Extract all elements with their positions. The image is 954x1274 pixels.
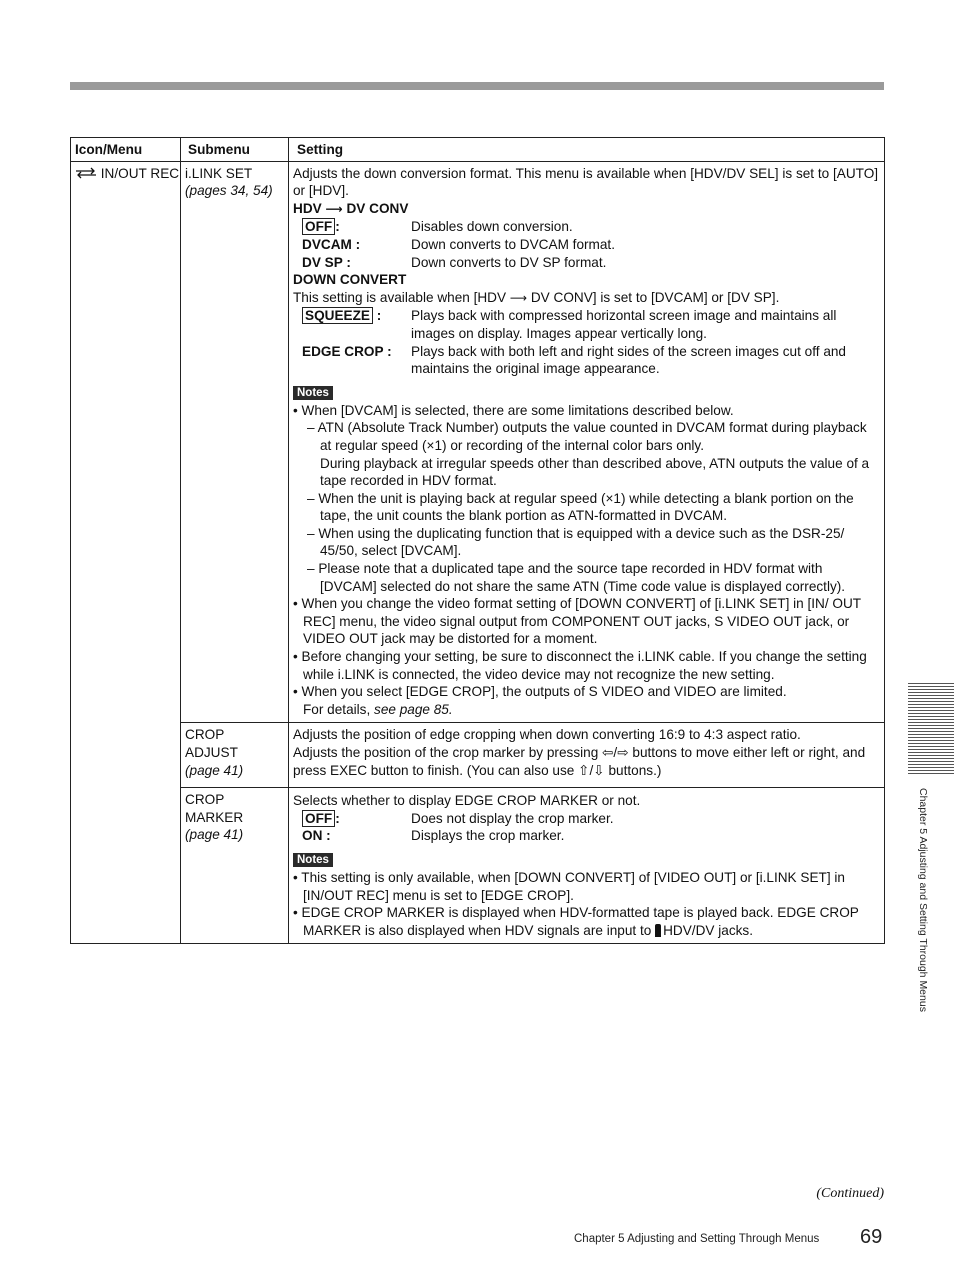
setting-line: Adjusts the position of edge cropping when down converting 16:9 to 4:3 aspect ratio. (293, 727, 801, 743)
note-text: Please note that a duplicated tape and the source tape recorded in HDV format with [DVCAM] selected do not share the same ATN (Time code value is displayed correctly). (318, 561, 846, 594)
submenu-title: CROP (185, 792, 225, 808)
note-text: This setting is only available, when [DOWN CONVERT] of [VIDEO OUT] or [i.LINK SET] in [IN/OUT REC] menu is set to [EDGE CROP]. (301, 869, 845, 903)
setting-intro: Selects whether to display EDGE CROP MARKER or not. (293, 793, 641, 809)
note-dash-item: – Please note that a duplicated tape and the source tape recorded in HDV format with [DVCAM] selected do not share the same ATN (Time code value is displayed correctly). (307, 561, 846, 594)
submenu-page-ref: (pages 34, 54) (185, 183, 273, 199)
note-text: When [DVCAM] is selected, there are some limitations described below. (301, 402, 734, 418)
option-row (302, 218, 880, 236)
note-detail (293, 701, 880, 719)
option-value: Plays back with compressed horizontal screen image and maintains all images on display. Images appear vertically long. (411, 308, 837, 341)
notes-label: Notes (293, 853, 333, 867)
right-arrow-icon: ⟶ (325, 201, 343, 216)
sidebar-chapter-text: Chapter 5 Adjusting and Setting Through Menus (917, 788, 929, 1012)
notes-label: Notes (293, 386, 333, 400)
text-part: Adjusts the position of the crop marker by pressing (293, 745, 599, 760)
note-dash-item: – When using the duplicating function that is equipped with a device such as the DSR-25/ 45/50, select [DVCAM]. (307, 525, 845, 559)
note-text: Before changing your setting, be sure to disconnect the i.LINK cable. If you change the setting while i.LINK is connected, the video device may not recognize the new setting. (301, 649, 867, 682)
text-part: For details, (303, 701, 371, 717)
option-value: Displays the crop marker. (411, 828, 565, 844)
note-item: • When you change the video format setting of [DOWN CONVERT] of [i.LINK SET] in [IN/ OUT REC] menu, the video signal output from COMPONENT OUT jacks, S VIDEO OUT jack, or VIDEO OUT jack may be distorted for a moment. (293, 596, 861, 647)
note-item: • When you select [EDGE CROP], the outputs of S VIDEO and VIDEO are limited. (293, 684, 787, 700)
option-row (302, 343, 880, 378)
note-text: ATN (Absolute Track Number) outputs the value counted in DVCAM format during playback at regular speed (×1) or recording of the internal color bars only. (317, 420, 867, 453)
hdv-dv-conv-heading (293, 200, 880, 219)
submenu-page-ref: (page 41) (185, 762, 244, 778)
default-option-box: SQUEEZE (302, 307, 373, 324)
page-reference-link[interactable]: see page 85. (374, 701, 453, 717)
continued-label: (Continued) (816, 1186, 884, 1201)
note-text: When you change the video format setting of [DOWN CONVERT] of [i.LINK SET] in [IN/ OUT REC] menu, the video signal output from COMPONENT OUT jacks, S VIDEO OUT jack, or VIDEO OUT jack may be distorted for a moment. (301, 596, 861, 647)
note-text: When you select [EDGE CROP], the outputs of S VIDEO and VIDEO are limited. (301, 684, 787, 700)
icon-menu-cell (71, 161, 181, 944)
note-item: • When [DVCAM] is selected, there are some limitations described below. (293, 402, 734, 418)
submenu-page-ref: (page 41) (185, 827, 244, 843)
option-key: EDGE CROP : (302, 343, 392, 359)
table-header-row (71, 138, 885, 162)
note-item: • Before changing your setting, be sure to disconnect the i.LINK cable. If you change the setting while i.LINK is connected, the video device may not recognize the new setting. (293, 649, 867, 682)
heading-part: DV CONV (346, 200, 409, 216)
option-row (302, 254, 880, 272)
option-key: OFF : (302, 810, 411, 828)
down-convert-intro (293, 289, 880, 308)
left-right-arrow-icon: ⇦/⇨ (602, 745, 629, 760)
option-key: ON : (302, 828, 331, 844)
option-value: Down converts to DV SP format. (411, 254, 607, 270)
option-row (302, 307, 880, 342)
option-key: DV SP : (302, 254, 351, 270)
table-row (71, 161, 885, 723)
setting-intro: Adjusts the down conversion format. This menu is available when [HDV/DV SEL] is set to [AUTO] or [HDV]. (293, 165, 879, 199)
icon-menu-label: IN/OUT REC (100, 165, 180, 181)
option-row (302, 236, 880, 254)
note-text: When using the duplicating function that is equipped with a device such as the DSR-25/ 45/50, select [DVCAM]. (318, 525, 845, 559)
submenu-title: CROP (185, 727, 225, 743)
default-option-box: OFF (302, 218, 335, 235)
submenu-title: MARKER (185, 809, 244, 825)
note-item: • This setting is only available, when [DOWN CONVERT] of [VIDEO OUT] or [i.LINK SET] in [IN/OUT REC] menu is set to [EDGE CROP]. (293, 869, 845, 903)
option-row (302, 810, 880, 828)
text-part: buttons.) (608, 762, 662, 778)
note-text: HDV/DV jacks. (663, 922, 753, 938)
submenu-cell (181, 788, 289, 944)
menu-table (70, 137, 885, 944)
setting-cell (289, 161, 885, 723)
footer-chapter: Chapter 5 Adjusting and Setting Through Menus (574, 1233, 820, 1245)
header-submenu: Submenu (181, 138, 289, 162)
text-part: buttons to move either left or right, and press EXEC button to finish. (You can also use (293, 745, 866, 778)
header-setting: Setting (289, 138, 885, 162)
down-convert-heading: DOWN CONVERT (293, 272, 407, 288)
table-row (71, 723, 885, 788)
option-key: SQUEEZE : (302, 307, 411, 342)
up-down-arrow-icon: ⇧/⇩ (578, 762, 605, 778)
submenu-cell (181, 161, 289, 723)
submenu-title: i.LINK SET (185, 165, 253, 181)
text-part: DV CONV] is set to [DVCAM] or [DV SP]. (530, 289, 780, 305)
option-row (302, 827, 880, 845)
header-rule (70, 82, 884, 90)
note-text: When the unit is playing back at regular speed (×1) while detecting a blank portion on the tape, the unit counts the blank portion as ATN-formatted in DVCAM. (318, 490, 854, 524)
chapter-tab (908, 683, 954, 775)
option-value: Does not display the crop marker. (411, 810, 614, 826)
setting-line (293, 744, 880, 779)
ilink-icon (655, 924, 661, 937)
page-number: 69 (860, 1226, 883, 1248)
submenu-cell (181, 723, 289, 788)
header-icon-menu: Icon/Menu (71, 138, 181, 162)
note-dash-continued: During playback at irregular speeds other than described above, ATN outputs the value of a tape recorded in HDV format. (320, 455, 870, 489)
note-item: • EDGE CROP MARKER is displayed when HDV-formatted tape is played back. EDGE CROP MARKER is also displayed when HDV signals are input to HDV/DV jacks. (293, 905, 859, 938)
heading-part: HDV (293, 200, 322, 216)
option-value: Disables down conversion. (411, 219, 573, 235)
option-key: DVCAM : (302, 236, 361, 252)
double-arrow-icon (75, 166, 101, 181)
table-row (71, 788, 885, 944)
right-arrow-icon: ⟶ (509, 290, 528, 305)
note-dash-item: – ATN (Absolute Track Number) outputs the value counted in DVCAM format during playback at regular speed (×1) or recording of the internal color bars only. (307, 420, 867, 453)
option-value: Down converts to DVCAM format. (411, 236, 615, 252)
setting-cell (289, 788, 885, 944)
note-text: EDGE CROP MARKER is displayed when HDV-formatted tape is played back. EDGE CROP MARKER is also displayed when HDV signals are input to (301, 905, 859, 938)
submenu-title: ADJUST (185, 745, 238, 760)
note-dash-item: – When the unit is playing back at regular speed (×1) while detecting a blank portion on the tape, the unit counts the blank portion as ATN-formatted in DVCAM. (307, 490, 854, 524)
option-value: Plays back with both left and right sides of the screen images cut off and maintains the original image appearance. (411, 343, 846, 377)
option-key: OFF : (302, 218, 411, 236)
default-option-box: OFF (302, 810, 335, 827)
setting-cell (289, 723, 885, 788)
text-part: This setting is available when [HDV (293, 289, 507, 305)
